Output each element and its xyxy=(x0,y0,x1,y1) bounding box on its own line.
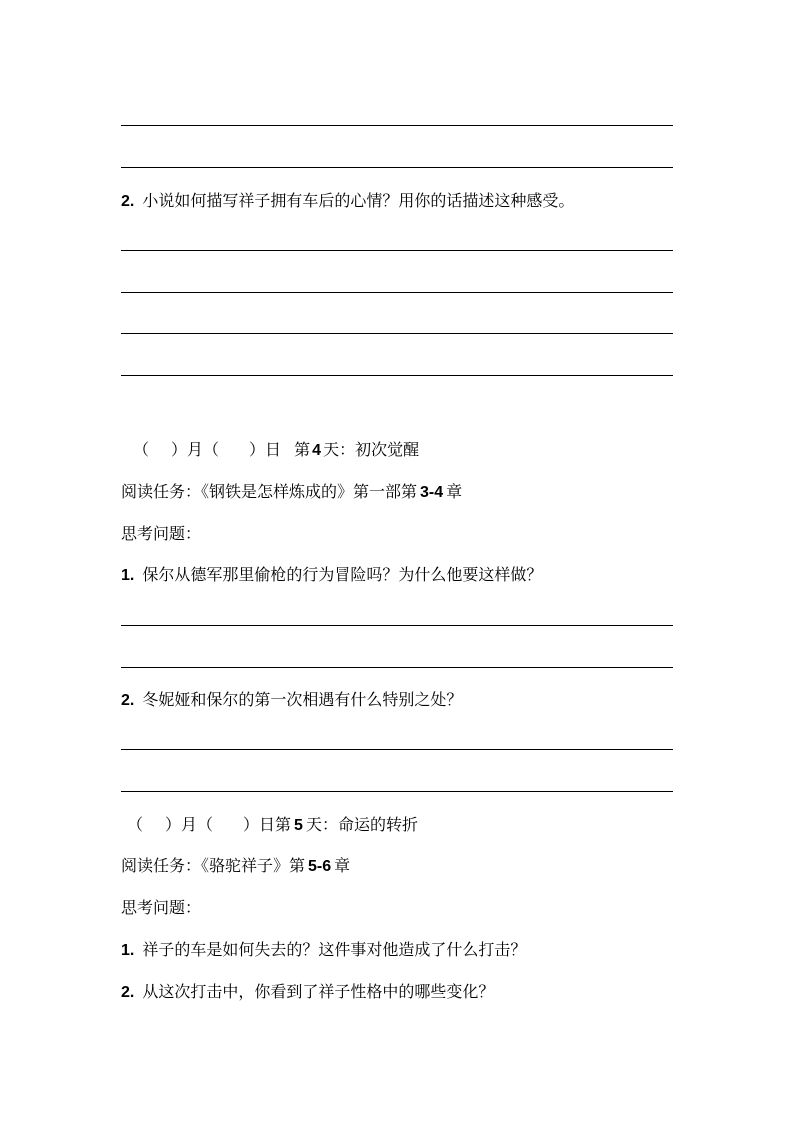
answer-line xyxy=(121,167,673,168)
answer-line xyxy=(121,791,673,792)
task-range: 3-4 xyxy=(420,484,444,501)
day-prefix: 第 xyxy=(294,440,311,459)
task-suffix: 章 xyxy=(446,482,463,501)
question-number: 1. xyxy=(121,942,135,959)
day-number: 5 xyxy=(294,817,303,834)
day4-heading xyxy=(133,440,419,461)
question-number: 2. xyxy=(121,193,135,210)
answer-line xyxy=(121,625,673,626)
day-label: ）日第 xyxy=(243,815,292,834)
day-label: ）日 xyxy=(249,440,282,459)
question-number: 2. xyxy=(121,692,135,709)
day4-think-label: 思考问题： xyxy=(121,524,202,543)
question-text: 从这次打击中，你看到了祥子性格中的哪些变化？ xyxy=(142,982,495,1001)
day-title: 天：命运的转折 xyxy=(305,815,418,834)
day4-question-1 xyxy=(121,565,542,586)
answer-line xyxy=(121,749,673,750)
answer-line xyxy=(121,333,673,334)
day5-question-2 xyxy=(121,982,494,1003)
date-open: （ xyxy=(127,815,144,834)
answer-line xyxy=(121,667,673,668)
question-2 xyxy=(121,191,574,212)
day5-heading xyxy=(127,815,418,836)
answer-line xyxy=(121,125,673,126)
task-suffix: 章 xyxy=(334,856,351,875)
task-range: 5-6 xyxy=(308,858,332,875)
task-label: 阅读任务：《骆驼祥子》第 xyxy=(121,856,306,875)
day4-question-2 xyxy=(121,690,462,711)
month-label: ）月（ xyxy=(171,440,220,459)
day5-reading-task xyxy=(121,856,350,877)
task-label: 阅读任务：《钢铁是怎样炼成的》第一部第 xyxy=(121,482,418,501)
answer-line xyxy=(121,250,673,251)
day-title: 天：初次觉醒 xyxy=(323,440,420,459)
day-number: 4 xyxy=(312,442,322,459)
day4-reading-task xyxy=(121,482,462,503)
answer-line xyxy=(121,292,673,293)
question-text: 祥子的车是如何失去的？这件事对他造成了什么打击？ xyxy=(142,940,527,959)
question-text: 小说如何描写祥子拥有车后的心情？用你的话描述这种感受。 xyxy=(142,191,575,210)
question-text: 冬妮娅和保尔的第一次相遇有什么特别之处？ xyxy=(142,690,463,709)
month-label: ）月（ xyxy=(165,815,214,834)
day5-think-label: 思考问题： xyxy=(121,898,202,917)
question-number: 2. xyxy=(121,984,135,1001)
answer-line xyxy=(121,375,673,376)
question-text: 保尔从德军那里偷枪的行为冒险吗？为什么他要这样做？ xyxy=(142,565,543,584)
question-number: 1. xyxy=(121,567,135,584)
date-open: （ xyxy=(133,440,150,459)
day5-question-1 xyxy=(121,940,526,961)
